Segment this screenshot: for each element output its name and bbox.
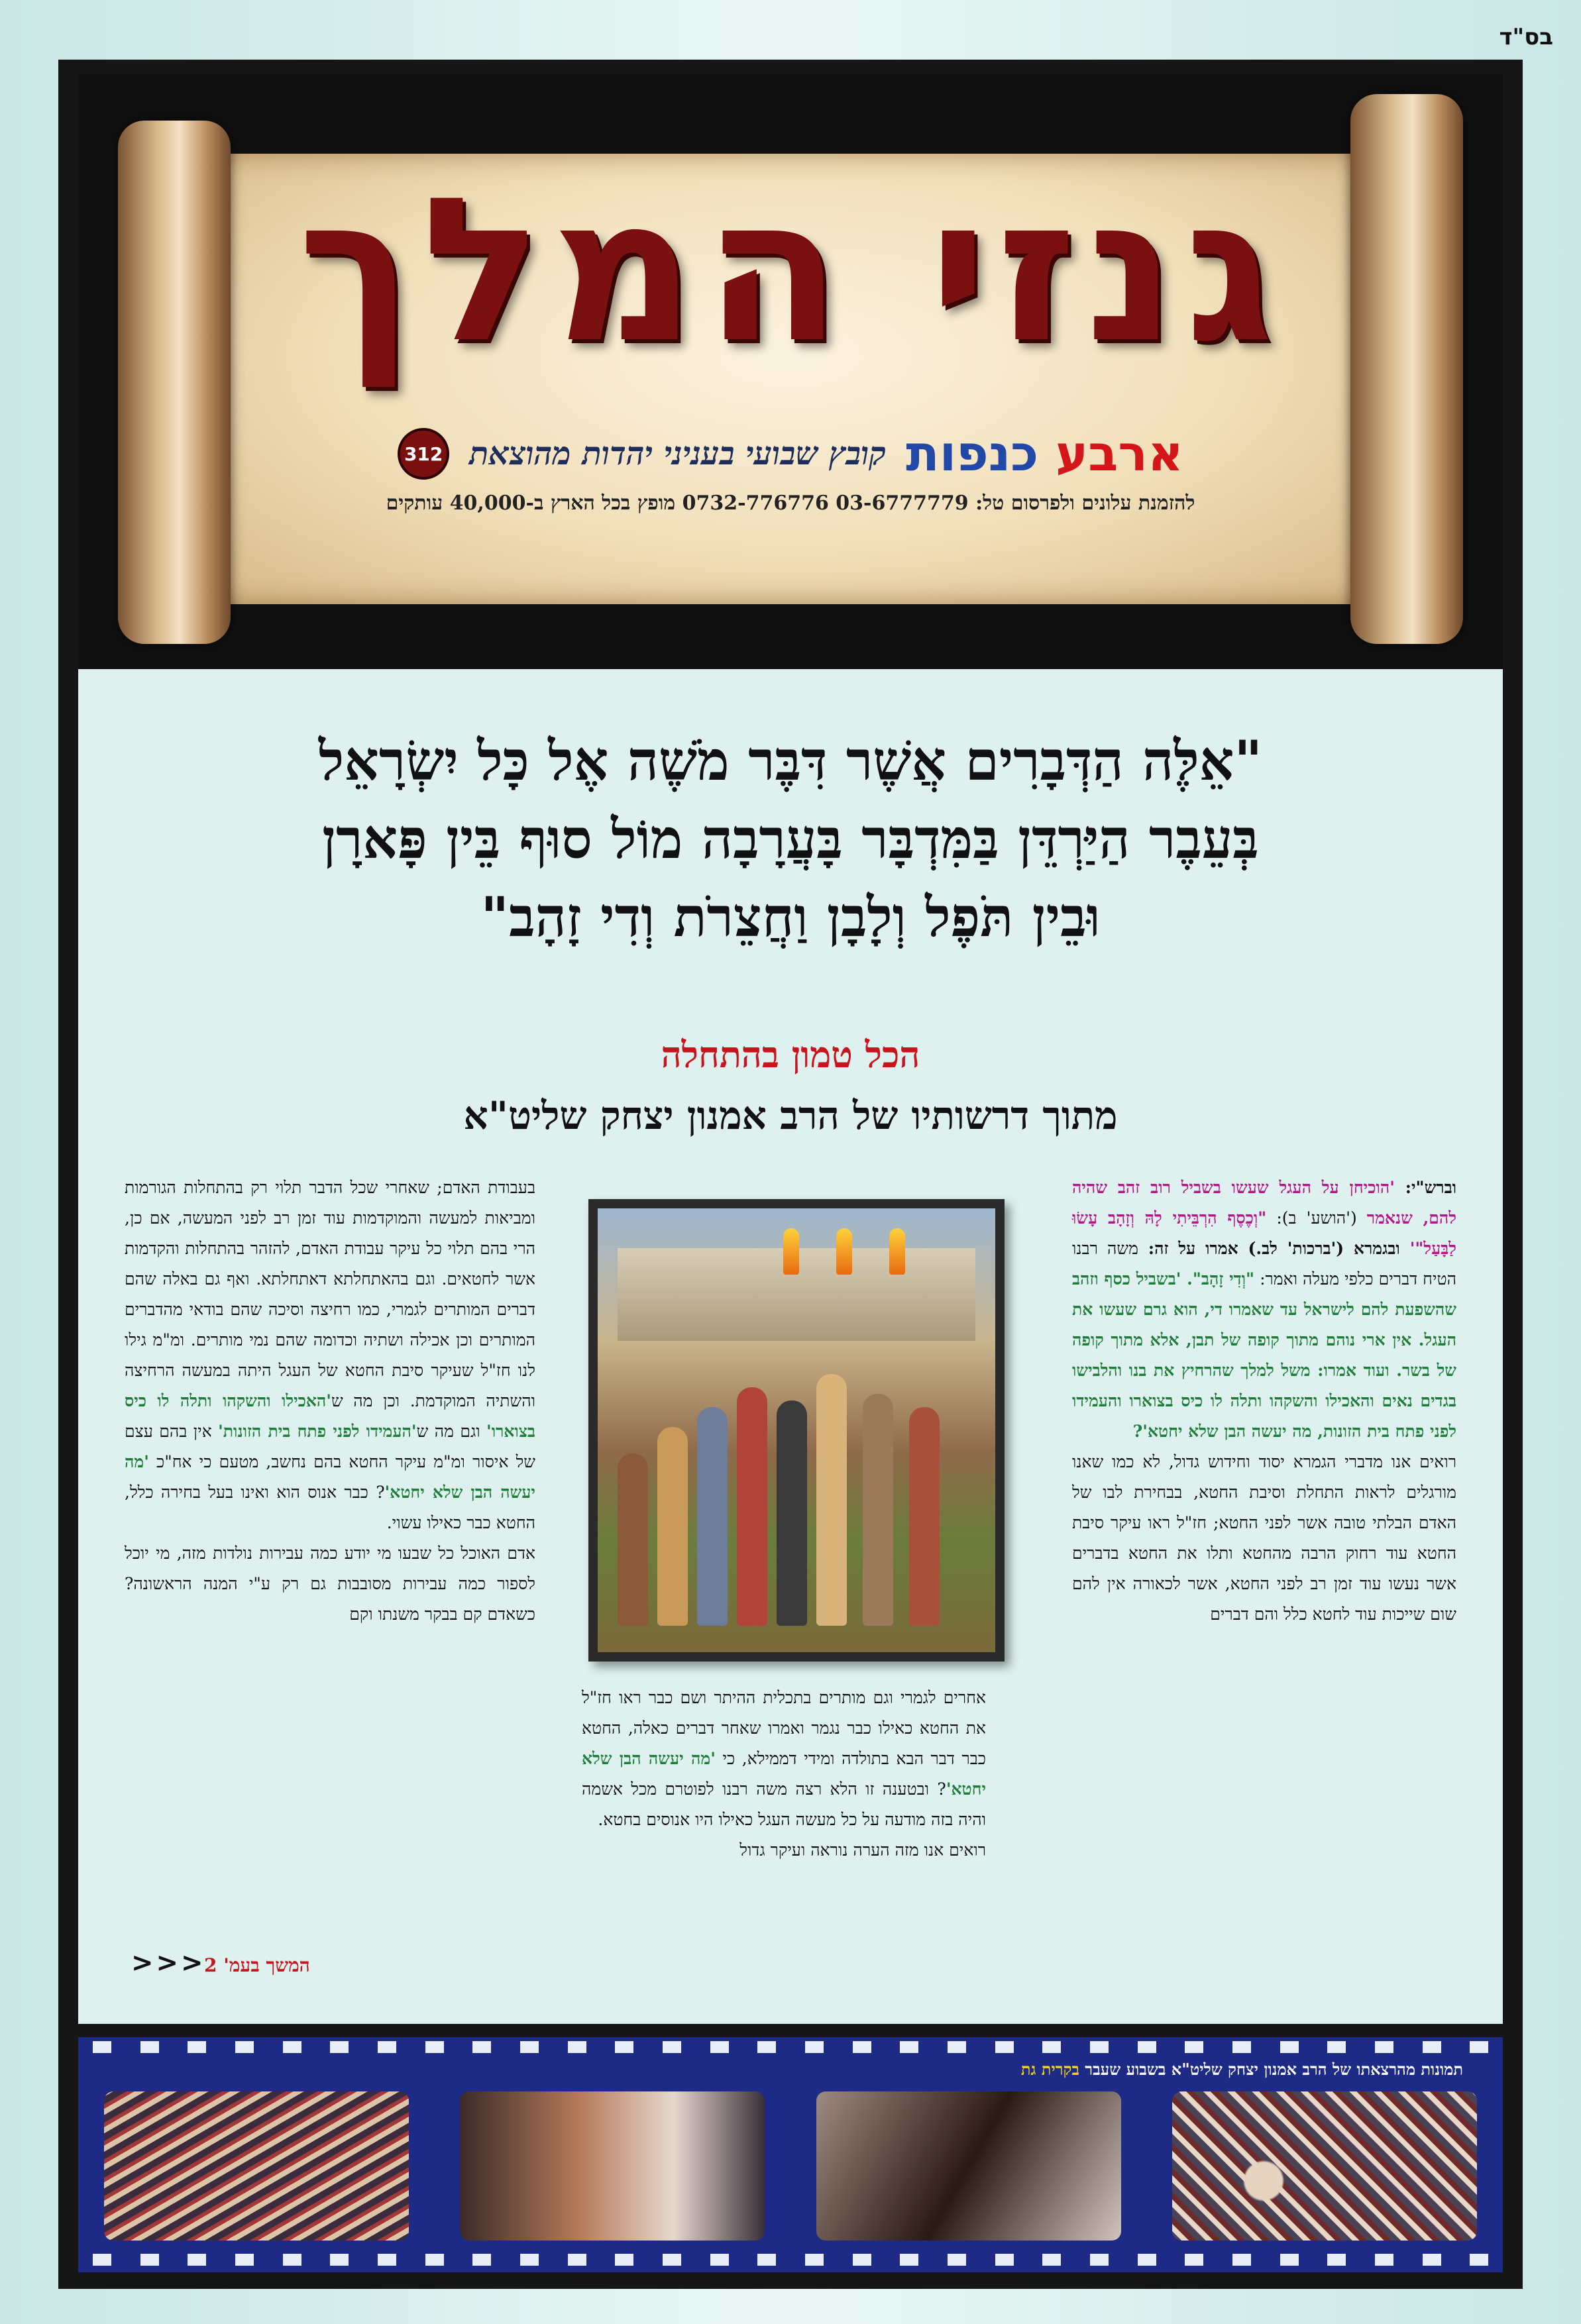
illustration-painting — [588, 1199, 1005, 1662]
photo-filmstrip — [78, 2037, 1503, 2272]
text-column-left — [125, 1173, 535, 1630]
caption-text: תמונות מהרצאתו של הרב אמנון יצחק שליט"א בשבוע שעבר — [1079, 2060, 1463, 2079]
paragraph — [582, 1683, 986, 1835]
verse-block — [118, 722, 1463, 957]
verse-line-3: וּבֵין תֹּפֶל וְלָבָן וַחֲצֵרֹת וְדִי זָהָב" — [480, 886, 1101, 949]
quote-run: 'האכילו והשקהו ותלה לו כיס בצוארו' — [125, 1391, 535, 1441]
text-run: ('הושע' ב): — [1266, 1208, 1367, 1228]
page-frame — [58, 60, 1523, 2289]
text-run: אין בהם עצם של איסור ומ"מ עיקר החטא בהם נחשב, מטעם כי אח"כ — [125, 1422, 535, 1471]
fire-shape — [783, 1228, 799, 1275]
figure-shape — [863, 1394, 893, 1626]
continued-notice: המשך בעמ' 2 — [204, 1954, 310, 1976]
paragraph: רואים אנו מזה הערה נוראה ועיקר גדול — [739, 1840, 986, 1860]
bold-run: וברש"י: — [1394, 1178, 1457, 1197]
text-run: אחרים לגמרי וגם מותרים בתכלית ההיתר ושם כבר ראו חז"ל את החטא כאילו כבר נגמר ואמרו שאחר דברים כאלה, החטא כבר דבר הבא בתולדה ומידי דממילא, כי — [582, 1688, 986, 1768]
painting-canvas — [598, 1208, 995, 1652]
figure-shape — [737, 1387, 767, 1626]
quote-run: 'הוכיחן על העגל שעשו בשביל רוב זהב שהיה להם, שנאמר — [1072, 1178, 1456, 1228]
paragraph — [125, 1173, 535, 1538]
film-perforations-bottom — [78, 2254, 1503, 2268]
figure-shape — [777, 1400, 807, 1626]
text-run: וגם מה ש — [416, 1422, 487, 1441]
contact-line: להזמנת עלונים ולפרסום טל: 03-6777779 0732-776776 מופץ בכל הארץ ב-40,000 עותקים — [386, 492, 1195, 515]
photo-row — [78, 2091, 1503, 2241]
verse-line-2: בְּעֵבֶר הַיַּרְדֵּן בַּמִּדְבָּר בָּעֲרָבָה מוֹל סוּף בֵּין פָּארָן — [322, 808, 1259, 871]
article-headline: הכל טמון בהתחלה — [661, 1033, 920, 1076]
event-photo-3 — [460, 2091, 765, 2241]
brand-word-1: ארבע — [1056, 425, 1183, 482]
photo-caption — [1021, 2060, 1463, 2080]
quote-run: "וְדִי זָהָב". 'בשביל כסף וזהב שהשפעת להם לישראל עד שאמרו די, הוא גרם שעשו את העגל. אין ארי נוהם מתוך קופה של תבן, אלא מתוך קופה של בשר. ועוד אמרו: משל למלך שהרחיץ את בנו והלבישו בגדים נאים והאכילו והשקהו ותלה לו כיס בצוארו והעמידו לפני פתח בית הזונות, מה יעשה הבן שלא יחטא'? — [1072, 1269, 1456, 1441]
masthead-title: גנזי המלך — [298, 155, 1283, 386]
film-perforations-top — [78, 2041, 1503, 2056]
verse-line-1: "אֵלֶּה הַדְּבָרִים אֲשֶׁר דִּבֶּר מֹשֶׁה אֶל כָּל יִשְׂרָאֵל — [318, 729, 1263, 793]
brand-word-2: כנפות — [906, 425, 1039, 482]
text-column-right — [1072, 1173, 1456, 1630]
corner-mark: בס"ד — [1499, 24, 1553, 50]
figure-shape — [697, 1407, 728, 1626]
caption-place: בקרית גת — [1020, 2060, 1079, 2079]
main-article — [78, 669, 1503, 2024]
parchment-scroll — [118, 94, 1463, 644]
brand-logo — [906, 425, 1183, 482]
figure-shape — [909, 1407, 940, 1626]
text-column-middle — [582, 1683, 986, 1866]
article-subheadline: מתוך דרשותיו של הרב אמנון יצחק שליט"א — [463, 1093, 1118, 1138]
issue-number-badge: 312 — [398, 428, 449, 480]
paragraph: רואים אנו מדברי הגמרא יסוד וחידוש גדול, לא כמו שאנו מורגלים לראות התחלת וסיבת החטא, בבחירת לבו של האדם הבלתי טובה אשר לפני החטא; חז"ל ראו עיקר סיבת החטא עוד רחוק הרבה מהחטא ותלו את החטא בדברים אשר נעשו עוד זמן רב לפני החטא, אשר לכאורה אין להם שום שייכות עוד לחטא כלל והם דברים — [1072, 1452, 1456, 1624]
paragraph: אדם האוכל כל שבעו מי יודע כמה עבירות נולדות מזה, מי יוכל לספור כמה עבירות מסובבות גם רק ע"י המנה הראשונה? כשאדם קם בבקר משנתו וקם — [125, 1544, 535, 1624]
event-photo-2 — [816, 2091, 1121, 2241]
quote-run: "וְכֶסֶף הִרְבֵּיתִי לָהּ וְזָהָב עָשׂוּ לַבָּעַל"' — [1072, 1208, 1456, 1258]
bold-run: ובגמרא ('ברכות' לב.) אמרו על זה: — [1138, 1239, 1410, 1258]
fire-shape — [889, 1228, 905, 1275]
figure-shape — [816, 1374, 847, 1626]
event-photo-4 — [104, 2091, 409, 2241]
masthead-subtitle-row — [250, 425, 1331, 482]
text-run: ? ובטענה זו הלא רצה משה רבנו לפוטרם מכל אשמה והיה בזה מודעה על כל מעשה העגל כאילו היו אנוסים בחטא. — [582, 1779, 986, 1829]
tagline: קובץ שבועי בעניני יהדות מהוצאת — [469, 435, 887, 472]
figure-shape — [657, 1427, 688, 1626]
fire-shape — [836, 1228, 852, 1275]
figure-shape — [618, 1453, 648, 1626]
continued-arrows-icon: <<< — [131, 1948, 206, 1978]
masthead — [78, 74, 1503, 670]
text-run: ? כבר אנוס הוא ואינו בעל בחירה כלל, החטא כבר כאילו עשוי. — [125, 1483, 535, 1532]
quote-run: 'העמידו לפני פתח בית הזונות' — [218, 1422, 417, 1441]
paragraph — [1072, 1173, 1456, 1447]
quote-run: 'מה יעשה הבן שלא יחטא' — [125, 1452, 535, 1502]
text-run: בעבודת האדם; שאחרי שכל הדבר תלוי רק בהתחלות הגורמות ומביאות למעשה והמוקדמות עוד זמן רב לפני המעשה, אם כן, הרי בהם תלוי כל עיקר עבודת האדם, להזהר בהתחלות והקדמות אשר לחטאים. וגם בהאתחלתא דאתחלתא. ואף גם באלה שהם דברים המותרים לגמרי, כמו רחיצה וסיכה שהם בודאי מהדברים המותרים וכן אכילה ושתיה וכדומה שהם נמי מותרים. ומ"מ גילו לנו חז"ל שעיקר סיבת החטא של העגל היתה במעשה הרחיצה והשתיה המוקדמת. וכן מה ש — [125, 1178, 536, 1410]
text-run: משה רבנו הטיח דברים כלפי מעלה ואמר: — [1072, 1239, 1456, 1289]
quote-run: 'מה יעשה הבן שלא יחטא' — [582, 1749, 986, 1799]
event-photo-1 — [1172, 2091, 1477, 2241]
